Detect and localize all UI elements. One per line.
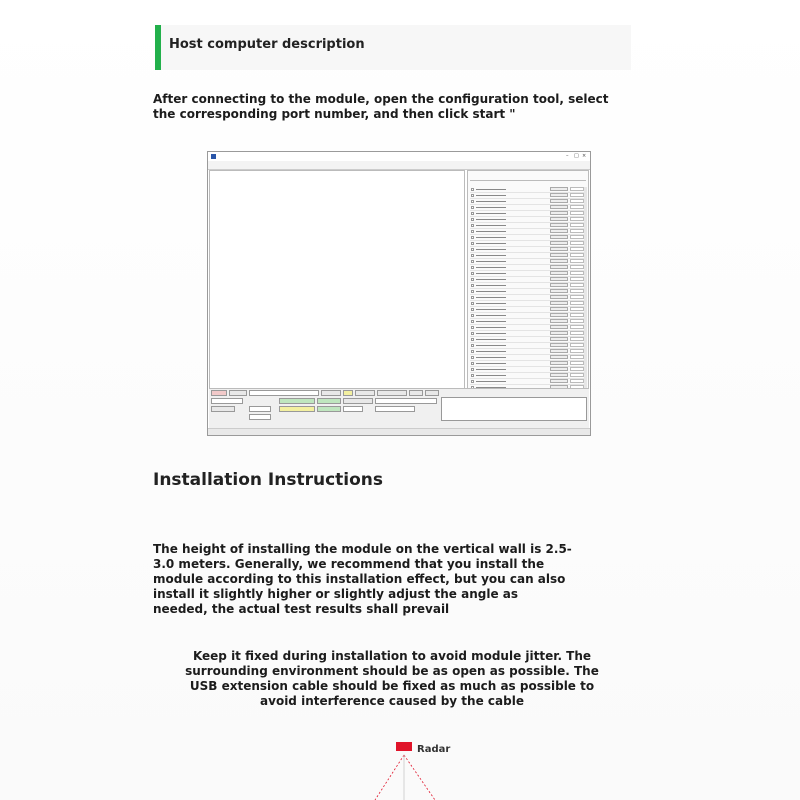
ctl-button (425, 390, 439, 396)
command-delay (570, 271, 584, 275)
ctl-button (343, 390, 353, 396)
command-delay (570, 217, 584, 221)
command-text (476, 211, 536, 215)
command-text (476, 259, 536, 263)
command-delay (570, 199, 584, 203)
command-delay (570, 373, 584, 377)
command-text (476, 265, 536, 269)
command-text (476, 199, 536, 203)
command-text (476, 283, 536, 287)
command-list-panel (467, 170, 589, 408)
ctl-button (317, 398, 341, 404)
ctl-input (249, 406, 271, 412)
command-send-button (550, 319, 568, 323)
radar-icon (396, 742, 412, 751)
installation-heading: Installation Instructions (153, 470, 384, 490)
command-delay (570, 367, 584, 371)
command-delay (570, 307, 584, 311)
command-text (476, 229, 536, 233)
command-delay (570, 229, 584, 233)
command-send-button (550, 295, 568, 299)
ctl-button (355, 390, 375, 396)
command-text (476, 205, 536, 209)
command-text (476, 355, 536, 359)
command-checkbox (471, 356, 474, 359)
command-delay (570, 349, 584, 353)
command-text (476, 367, 536, 371)
ctl-input (343, 406, 363, 412)
command-text (476, 301, 536, 305)
command-send-button (550, 355, 568, 359)
command-delay (570, 301, 584, 305)
maximize-icon: □ (574, 153, 579, 159)
command-send-button (550, 187, 568, 191)
command-delay (570, 361, 584, 365)
command-text (476, 253, 536, 257)
command-send-button (550, 247, 568, 251)
send-text-area (441, 397, 587, 421)
command-checkbox (471, 212, 474, 215)
command-send-button (550, 379, 568, 383)
command-checkbox (471, 254, 474, 257)
command-checkbox (471, 248, 474, 251)
ctl-button (279, 406, 315, 412)
command-delay (570, 265, 584, 269)
command-checkbox (471, 230, 474, 233)
command-send-button (550, 241, 568, 245)
command-checkbox (471, 314, 474, 317)
command-text (476, 247, 536, 251)
command-checkbox (471, 362, 474, 365)
ctl-button (211, 390, 227, 396)
command-checkbox (471, 302, 474, 305)
command-delay (570, 289, 584, 293)
ctl-input (375, 406, 415, 412)
command-text (476, 271, 536, 275)
command-checkbox (471, 320, 474, 323)
ctl-button (229, 390, 247, 396)
command-send-button (550, 361, 568, 365)
command-text (476, 193, 536, 197)
command-checkbox (471, 224, 474, 227)
command-send-button (550, 367, 568, 371)
command-checkbox (471, 374, 474, 377)
ctl-button (343, 398, 373, 404)
command-delay (570, 295, 584, 299)
ctl-button (409, 390, 423, 396)
command-send-button (550, 325, 568, 329)
command-delay (570, 313, 584, 317)
command-checkbox (471, 284, 474, 287)
command-delay (570, 241, 584, 245)
command-delay (570, 235, 584, 239)
command-delay (570, 277, 584, 281)
ctl-button (321, 390, 341, 396)
section-title: Host computer description (169, 37, 365, 52)
app-logo-icon (211, 154, 216, 159)
command-send-button (550, 199, 568, 203)
close-icon: × (582, 153, 587, 159)
command-text (476, 295, 536, 299)
command-delay (570, 247, 584, 251)
command-text (476, 241, 536, 245)
control-area (209, 388, 589, 429)
command-checkbox (471, 344, 474, 347)
command-text (476, 373, 536, 377)
command-checkbox (471, 326, 474, 329)
command-text (476, 217, 536, 221)
command-delay (570, 337, 584, 341)
command-send-button (550, 313, 568, 317)
minimize-icon: – (566, 153, 569, 159)
receive-text-area (209, 170, 465, 390)
command-delay (570, 193, 584, 197)
command-checkbox (471, 308, 474, 311)
command-text (476, 319, 536, 323)
command-checkbox (471, 278, 474, 281)
command-delay (570, 343, 584, 347)
command-checkbox (471, 266, 474, 269)
section-accent-bar (155, 25, 161, 70)
command-send-button (550, 349, 568, 353)
command-checkbox (471, 290, 474, 293)
command-delay (570, 211, 584, 215)
ctl-button (279, 398, 315, 404)
command-send-button (550, 307, 568, 311)
command-delay (570, 259, 584, 263)
command-text (476, 379, 536, 383)
command-text (476, 187, 536, 191)
command-delay (570, 283, 584, 287)
command-checkbox (471, 350, 474, 353)
command-send-button (550, 343, 568, 347)
command-text (476, 331, 536, 335)
ctl-button (377, 390, 407, 396)
command-checkbox (471, 194, 474, 197)
port-select (211, 398, 243, 404)
command-text (476, 343, 536, 347)
command-text (476, 289, 536, 293)
command-delay (570, 187, 584, 191)
command-text (476, 307, 536, 311)
config-tool-menubar (208, 161, 590, 170)
ctl-button (211, 406, 235, 412)
command-text (476, 325, 536, 329)
command-delay (570, 319, 584, 323)
command-text (476, 223, 536, 227)
command-delay (570, 223, 584, 227)
command-text (476, 313, 536, 317)
command-checkbox (471, 380, 474, 383)
command-checkbox (471, 188, 474, 191)
command-delay (570, 325, 584, 329)
command-send-button (550, 265, 568, 269)
command-checkbox (471, 368, 474, 371)
command-delay (570, 355, 584, 359)
command-send-button (550, 277, 568, 281)
command-checkbox (471, 332, 474, 335)
command-send-button (550, 283, 568, 287)
installation-paragraph: The height of installing the module on the vertical wall is 2.5-3.0 meters. Generally, we recommend that you install the module according to this installation effect, but you can also install it slightly higher or slightly adjust the angle as needed, the actual test results shall prevail (153, 542, 572, 616)
command-checkbox (471, 338, 474, 341)
command-checkbox (471, 260, 474, 263)
fixing-paragraph: Keep it fixed during installation to avoid module jitter. The surrounding environment should be as open as possible. The USB extension cable should be fixed as much as possible to avoid interference caused by the cable (185, 649, 599, 708)
ctl-input (249, 390, 319, 396)
config-tool-screenshot (207, 151, 591, 436)
command-delay (570, 379, 584, 383)
ctl-button (317, 406, 341, 412)
command-text (476, 361, 536, 365)
command-text (476, 349, 536, 353)
command-send-button (550, 235, 568, 239)
command-list-tabs (470, 173, 586, 181)
command-list-scrollbar (584, 187, 587, 405)
command-checkbox (471, 218, 474, 221)
ctl-input (375, 398, 437, 404)
command-send-button (550, 301, 568, 305)
command-delay (570, 205, 584, 209)
command-checkbox (471, 200, 474, 203)
command-send-button (550, 193, 568, 197)
command-send-button (550, 259, 568, 263)
radar-label: Radar (417, 744, 451, 755)
command-text (476, 337, 536, 341)
command-delay (570, 331, 584, 335)
command-send-button (550, 211, 568, 215)
intro-paragraph: After connecting to the module, open the configuration tool, select the corresponding port number, and then click start " (153, 92, 609, 121)
command-send-button (550, 373, 568, 377)
command-checkbox (471, 206, 474, 209)
command-send-button (550, 205, 568, 209)
command-checkbox (471, 242, 474, 245)
command-delay (570, 253, 584, 257)
command-send-button (550, 331, 568, 335)
command-text (476, 235, 536, 239)
command-send-button (550, 253, 568, 257)
command-send-button (550, 289, 568, 293)
command-send-button (550, 271, 568, 275)
command-send-button (550, 229, 568, 233)
config-tool-statusbar (208, 428, 590, 435)
command-text (476, 277, 536, 281)
command-send-button (550, 223, 568, 227)
ctl-input (249, 414, 271, 420)
command-send-button (550, 337, 568, 341)
command-checkbox (471, 296, 474, 299)
command-checkbox (471, 236, 474, 239)
command-list (470, 187, 586, 403)
command-send-button (550, 217, 568, 221)
command-checkbox (471, 272, 474, 275)
